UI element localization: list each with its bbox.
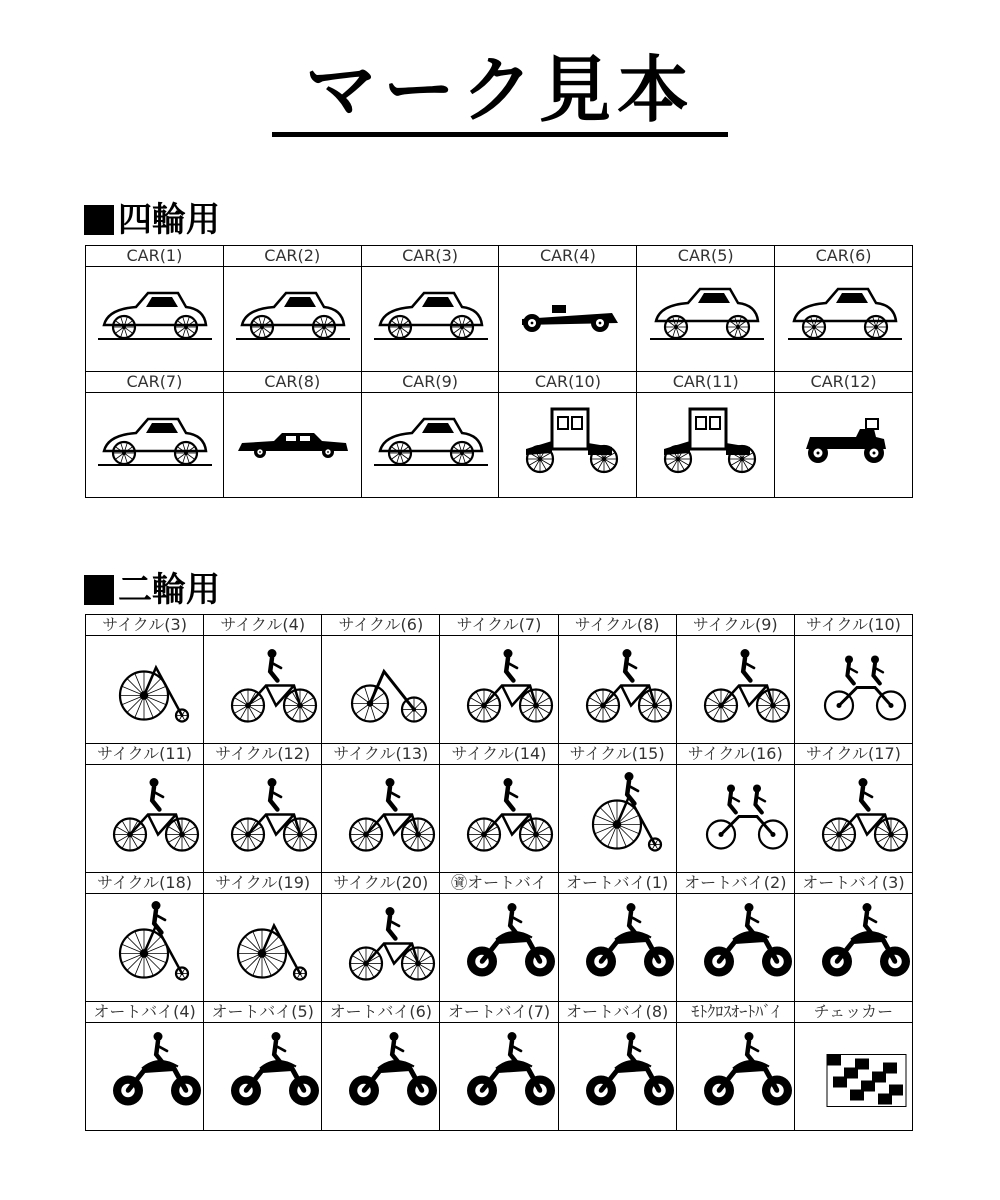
bike-mark-cell[interactable] — [204, 636, 322, 744]
car-picture-row — [86, 393, 913, 498]
bike-mark-cell[interactable] — [794, 894, 912, 1002]
black-square-icon — [84, 205, 114, 235]
car-label-row — [86, 372, 913, 393]
buggy-car-icon — [638, 267, 774, 371]
kid-cyclist-icon — [322, 765, 440, 872]
cartoon-racer-icon — [776, 267, 912, 371]
classic-roadster-icon — [362, 267, 498, 371]
bike-mark-cell[interactable] — [86, 636, 204, 744]
bike-mark-label: サイクル(8) — [558, 615, 676, 636]
penny-farthing-icon — [86, 636, 204, 743]
sprint-cyclist-icon — [440, 765, 558, 872]
bike-mark-cell[interactable] — [86, 765, 204, 873]
bike-mark-cell[interactable] — [322, 636, 440, 744]
car-mark-label: CAR(7) — [86, 372, 224, 393]
car-mark-label: CAR(9) — [361, 372, 499, 393]
mountain-cyclist-icon — [322, 894, 440, 1001]
highwheel-rider-icon — [559, 765, 677, 872]
car-mark-cell[interactable] — [223, 267, 361, 372]
bike-mark-cell[interactable] — [558, 1023, 676, 1131]
couple-bike-icon — [795, 636, 913, 743]
bike-mark-cell[interactable] — [676, 1023, 794, 1131]
bike-mark-cell[interactable] — [86, 894, 204, 1002]
silhouette-cyclist-icon — [795, 765, 913, 872]
bike-mark-label: サイクル(18) — [86, 873, 204, 894]
bike-mark-cell[interactable] — [204, 765, 322, 873]
bike-picture-row — [86, 765, 913, 873]
carriage-car-icon — [500, 393, 636, 497]
new-motorcycle-icon — [440, 894, 558, 1001]
leaning-racer-icon — [86, 1023, 204, 1130]
bike-mark-label: サイクル(16) — [676, 744, 794, 765]
car-mark-label: CAR(2) — [223, 246, 361, 267]
bike-mark-cell[interactable] — [86, 1023, 204, 1131]
bike-picture-row — [86, 894, 913, 1002]
bike-mark-label: オートバイ(3) — [794, 873, 912, 894]
touring-car-icon — [86, 393, 222, 497]
antique-car-icon — [224, 267, 360, 371]
cornering-rider-icon — [322, 1023, 440, 1130]
car-mark-cell[interactable] — [775, 393, 913, 498]
bike-mark-label: サイクル(9) — [676, 615, 794, 636]
car-mark-cell[interactable] — [499, 267, 637, 372]
offroad-motorcycle-icon — [559, 894, 677, 1001]
bike-mark-label: サイクル(13) — [322, 744, 440, 765]
bike-mark-cell[interactable] — [676, 894, 794, 1002]
car-mark-cell[interactable] — [637, 267, 775, 372]
bike-mark-label: サイクル(6) — [322, 615, 440, 636]
two-wheel-mark-table — [85, 614, 913, 1131]
bike-mark-cell[interactable] — [794, 1023, 912, 1131]
page-title: マーク見本 — [304, 48, 695, 132]
bicycle-icon — [86, 765, 204, 872]
bike-label-row — [86, 1002, 913, 1023]
four-wheel-mark-table — [85, 245, 913, 498]
bike-mark-label: オートバイ(5) — [204, 1002, 322, 1023]
bike-mark-label: サイクル(17) — [794, 744, 912, 765]
car-mark-cell[interactable] — [86, 267, 224, 372]
bike-mark-cell[interactable] — [204, 894, 322, 1002]
car-label-row — [86, 246, 913, 267]
car-mark-cell[interactable] — [361, 267, 499, 372]
knee-down-rider-icon — [559, 1023, 677, 1130]
two-wheel-heading — [84, 570, 220, 610]
car-mark-label: CAR(12) — [775, 372, 913, 393]
bike-mark-label: サイクル(3) — [86, 615, 204, 636]
tandem-bike-icon — [677, 765, 795, 872]
bike-mark-label: サイクル(7) — [440, 615, 558, 636]
bike-mark-label: サイクル(11) — [86, 744, 204, 765]
bike-mark-cell[interactable] — [558, 765, 676, 873]
car-mark-cell[interactable] — [361, 393, 499, 498]
bike-mark-cell[interactable] — [322, 894, 440, 1002]
car-mark-label: CAR(3) — [361, 246, 499, 267]
front-cyclist-icon — [559, 636, 677, 743]
bike-mark-cell[interactable] — [676, 765, 794, 873]
old-highwheel-icon — [204, 894, 322, 1001]
bike-mark-label: オートバイ(4) — [86, 1002, 204, 1023]
chopper-rider-icon — [204, 1023, 322, 1130]
car-mark-label: CAR(11) — [637, 372, 775, 393]
racing-cyclist-icon — [204, 636, 322, 743]
bike-mark-cell[interactable] — [440, 894, 558, 1002]
delivery-cyclist-icon — [204, 765, 322, 872]
bike-mark-label: ﾓﾄｸﾛｽｵｰﾄﾊﾞｲ — [676, 1002, 794, 1023]
bike-mark-label: サイクル(19) — [204, 873, 322, 894]
bike-mark-cell[interactable] — [558, 636, 676, 744]
car-mark-label: CAR(5) — [637, 246, 775, 267]
car-mark-cell[interactable] — [223, 393, 361, 498]
bike-picture-row — [86, 1023, 913, 1131]
bike-mark-label: チェッカー — [794, 1002, 912, 1023]
bike-label-row — [86, 873, 913, 894]
sidecar-icon — [440, 1023, 558, 1130]
title-underline — [272, 132, 728, 137]
bike-mark-label: サイクル(10) — [794, 615, 912, 636]
formula-car-icon — [500, 267, 636, 371]
speeding-cyclist-icon — [440, 636, 558, 743]
bike-mark-cell[interactable] — [204, 1023, 322, 1131]
car-mark-label: CAR(6) — [775, 246, 913, 267]
bike-mark-cell[interactable] — [794, 636, 912, 744]
bike-mark-label: オートバイ(7) — [440, 1002, 558, 1023]
front-rider-icon — [677, 894, 795, 1001]
bike-mark-cell[interactable] — [440, 765, 558, 873]
lady-highwheel-icon — [86, 894, 204, 1001]
bike-picture-row — [86, 636, 913, 744]
bike-mark-label: オートバイ(2) — [676, 873, 794, 894]
bike-mark-label: サイクル(15) — [558, 744, 676, 765]
bike-mark-label: オートバイ(6) — [322, 1002, 440, 1023]
two-wheel-heading-text: 二輪用 — [118, 570, 220, 610]
car-mark-cell[interactable] — [775, 267, 913, 372]
vintage-car-icon — [86, 267, 222, 371]
bike-mark-label: オートバイ(1) — [558, 873, 676, 894]
tricycle-icon — [322, 636, 440, 743]
bike-mark-cell[interactable] — [558, 894, 676, 1002]
car-mark-label: CAR(8) — [223, 372, 361, 393]
checkered-flag-icon — [795, 1023, 913, 1130]
racing-motorcycle-icon — [795, 894, 913, 1001]
bike-label-row — [86, 615, 913, 636]
car-mark-cell[interactable] — [86, 393, 224, 498]
bike-mark-cell[interactable] — [322, 1023, 440, 1131]
jeep-icon — [776, 393, 912, 497]
car-mark-label: CAR(1) — [86, 246, 224, 267]
bike-mark-label: サイクル(12) — [204, 744, 322, 765]
bike-label-row — [86, 744, 913, 765]
car-mark-label: CAR(10) — [499, 372, 637, 393]
bike-mark-cell[interactable] — [794, 765, 912, 873]
bike-mark-label: サイクル(20) — [322, 873, 440, 894]
four-wheel-heading — [84, 200, 220, 240]
bike-mark-label: サイクル(4) — [204, 615, 322, 636]
bike-mark-cell[interactable] — [676, 636, 794, 744]
four-wheel-heading-text: 四輪用 — [118, 200, 220, 240]
model-t-icon — [638, 393, 774, 497]
classic-sedan-icon — [362, 393, 498, 497]
car-picture-row — [86, 267, 913, 372]
bike-mark-cell[interactable] — [440, 636, 558, 744]
limousine-icon — [224, 393, 360, 497]
car-mark-label: CAR(4) — [499, 246, 637, 267]
car-mark-cell[interactable] — [637, 393, 775, 498]
black-square-icon — [84, 575, 114, 605]
bike-mark-label: ㊮オートバイ — [440, 873, 558, 894]
bike-mark-cell[interactable] — [322, 765, 440, 873]
road-cyclist-icon — [677, 636, 795, 743]
bike-mark-label: オートバイ(8) — [558, 1002, 676, 1023]
motocross-icon — [677, 1023, 795, 1130]
bike-mark-cell[interactable] — [440, 1023, 558, 1131]
bike-mark-label: サイクル(14) — [440, 744, 558, 765]
car-mark-cell[interactable] — [499, 393, 637, 498]
